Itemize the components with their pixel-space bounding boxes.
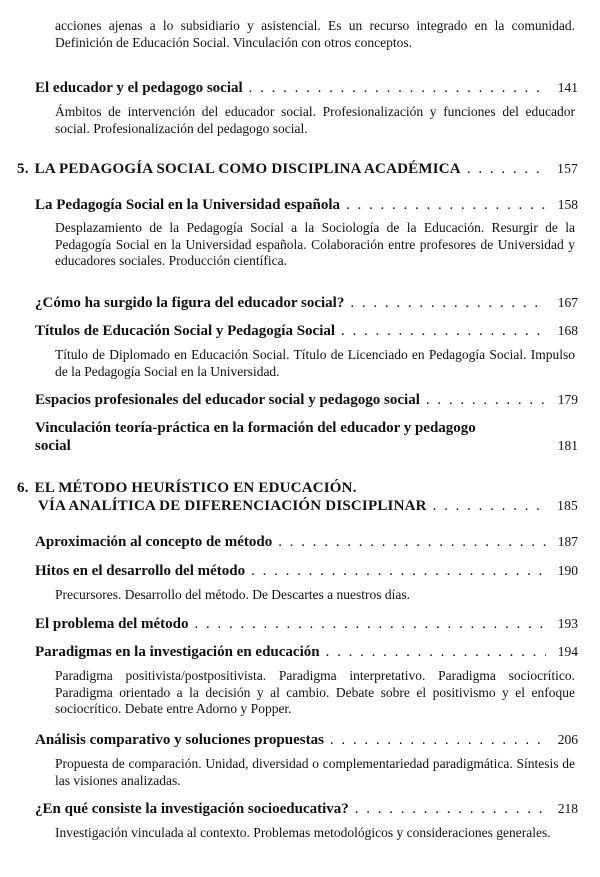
page-number: 185: [557, 498, 578, 513]
leader-dots: [341, 322, 546, 340]
toc-entry: [35, 391, 578, 409]
toc-entry: [35, 79, 578, 97]
entry-title: Títulos de Educación Social y Pedagogía Social: [35, 323, 336, 339]
entry-summary: Propuesta de comparación. Unidad, diversidad o complementariedad paradigmática. Síntesis de las visiones analizadas.: [55, 756, 575, 788]
toc-entry: [35, 615, 578, 633]
page-number: 179: [557, 392, 578, 407]
page-number: 167: [557, 295, 578, 310]
entry-title: Paradigmas en la investigación en educación: [35, 644, 320, 660]
entry-summary: Ámbitos de intervención del educador social. Profesionalización y funciones del educador social. Profesionalización del pedagogo social.: [55, 104, 575, 136]
entry-title: El problema del método: [35, 616, 189, 632]
page-number: 158: [557, 197, 578, 212]
toc-entry: [35, 562, 578, 580]
page-number: 218: [557, 801, 578, 816]
entry-title: ¿Cómo ha surgido la figura del educador social?: [35, 295, 345, 311]
entry-title: ¿En qué consiste la investigación socioeducativa?: [35, 801, 349, 817]
chapter-title-line-1: EL MÉTODO HEURÍSTICO EN EDUCACIÓN.: [34, 480, 357, 496]
leader-dots: [330, 731, 546, 749]
entry-title: Hitos en el desarrollo del método: [35, 563, 246, 579]
entry-title: Espacios profesionales del educador social y pedagogo social: [35, 392, 420, 408]
page-number: 194: [557, 644, 578, 659]
page-number: 168: [557, 323, 578, 338]
chapter-heading: [17, 479, 578, 515]
leader-dots: [346, 196, 546, 214]
page-number: 190: [557, 563, 578, 578]
page-number: 193: [557, 616, 578, 631]
page-number: 157: [557, 161, 578, 176]
chapter-heading: [17, 160, 578, 178]
page-number: 141: [557, 80, 578, 95]
entry-summary: Precursores. Desarrollo del método. De Descartes a nuestros días.: [55, 587, 411, 602]
leader-dots: [355, 800, 546, 818]
toc-entry: [35, 800, 578, 818]
leader-dots: [278, 533, 546, 551]
toc-entry: [35, 533, 578, 551]
leader-dots: [467, 160, 546, 178]
leader-dots: [249, 79, 546, 97]
entry-title: Aproximación al concepto de método: [35, 534, 273, 550]
toc-entry: [35, 731, 578, 749]
entry-title-line-2: social: [35, 438, 71, 454]
chapter-title: LA PEDAGOGÍA SOCIAL COMO DISCIPLINA ACADÉMICA: [34, 161, 461, 177]
leader-dots: [350, 294, 546, 312]
toc-entry: [35, 322, 578, 340]
leader-dots: [426, 391, 546, 409]
entry-title: Análisis comparativo y soluciones propuestas: [35, 732, 324, 748]
entry-summary: Título de Diplomado en Educación Social. Título de Licenciado en Pedagogía Social. Impulso de la Pedagogía Social en la Universidad.: [55, 347, 575, 379]
toc-entry: [35, 643, 578, 661]
toc-entry: [35, 419, 578, 455]
toc-entry: [35, 196, 578, 214]
page-number: 187: [557, 534, 578, 549]
leader-dots: [433, 497, 546, 515]
chapter-title-line-2: VÍA ANALÍTICA DE DIFERENCIACIÓN DISCIPLINAR: [38, 498, 427, 514]
entry-title: El educador y el pedagogo social: [35, 80, 243, 96]
entry-summary: Investigación vinculada al contexto. Problemas metodológicos y consideraciones generales.: [55, 825, 551, 840]
entry-summary: Paradigma positivista/postpositivista. Paradigma interpretativo. Paradigma sociocrítico. Paradigma orientado a la decisión y al cambio. Debate sobre el positivismo y el enfoque sociocrítico. Debate entre Adorno y Popper.: [55, 668, 575, 716]
leader-dots: [326, 643, 546, 661]
chapter-number: 6.: [17, 480, 29, 496]
leader-dots: [251, 562, 546, 580]
page-number: 206: [557, 732, 578, 747]
continued-summary: acciones ajenas a lo subsidiario y asistencial. Es un recurso integrado en la comunidad. Definición de Educación Social. Vinculación con otros conceptos.: [55, 18, 575, 50]
chapter-number: 5.: [17, 161, 29, 177]
leader-dots: [194, 615, 546, 633]
toc-entry: [35, 294, 578, 312]
entry-title-line-1: Vinculación teoría-práctica en la formación del educador y pedagogo: [35, 420, 476, 436]
entry-title: La Pedagogía Social en la Universidad española: [35, 197, 341, 213]
page-number: 181: [557, 438, 578, 453]
entry-summary: Desplazamiento de la Pedagogía Social a la Sociología de la Educación. Resurgir de la Pedagogía Social en la Universidad española. Colaboración entre profesores de Universidad y educadores sociales. Producción científica.: [55, 220, 575, 268]
